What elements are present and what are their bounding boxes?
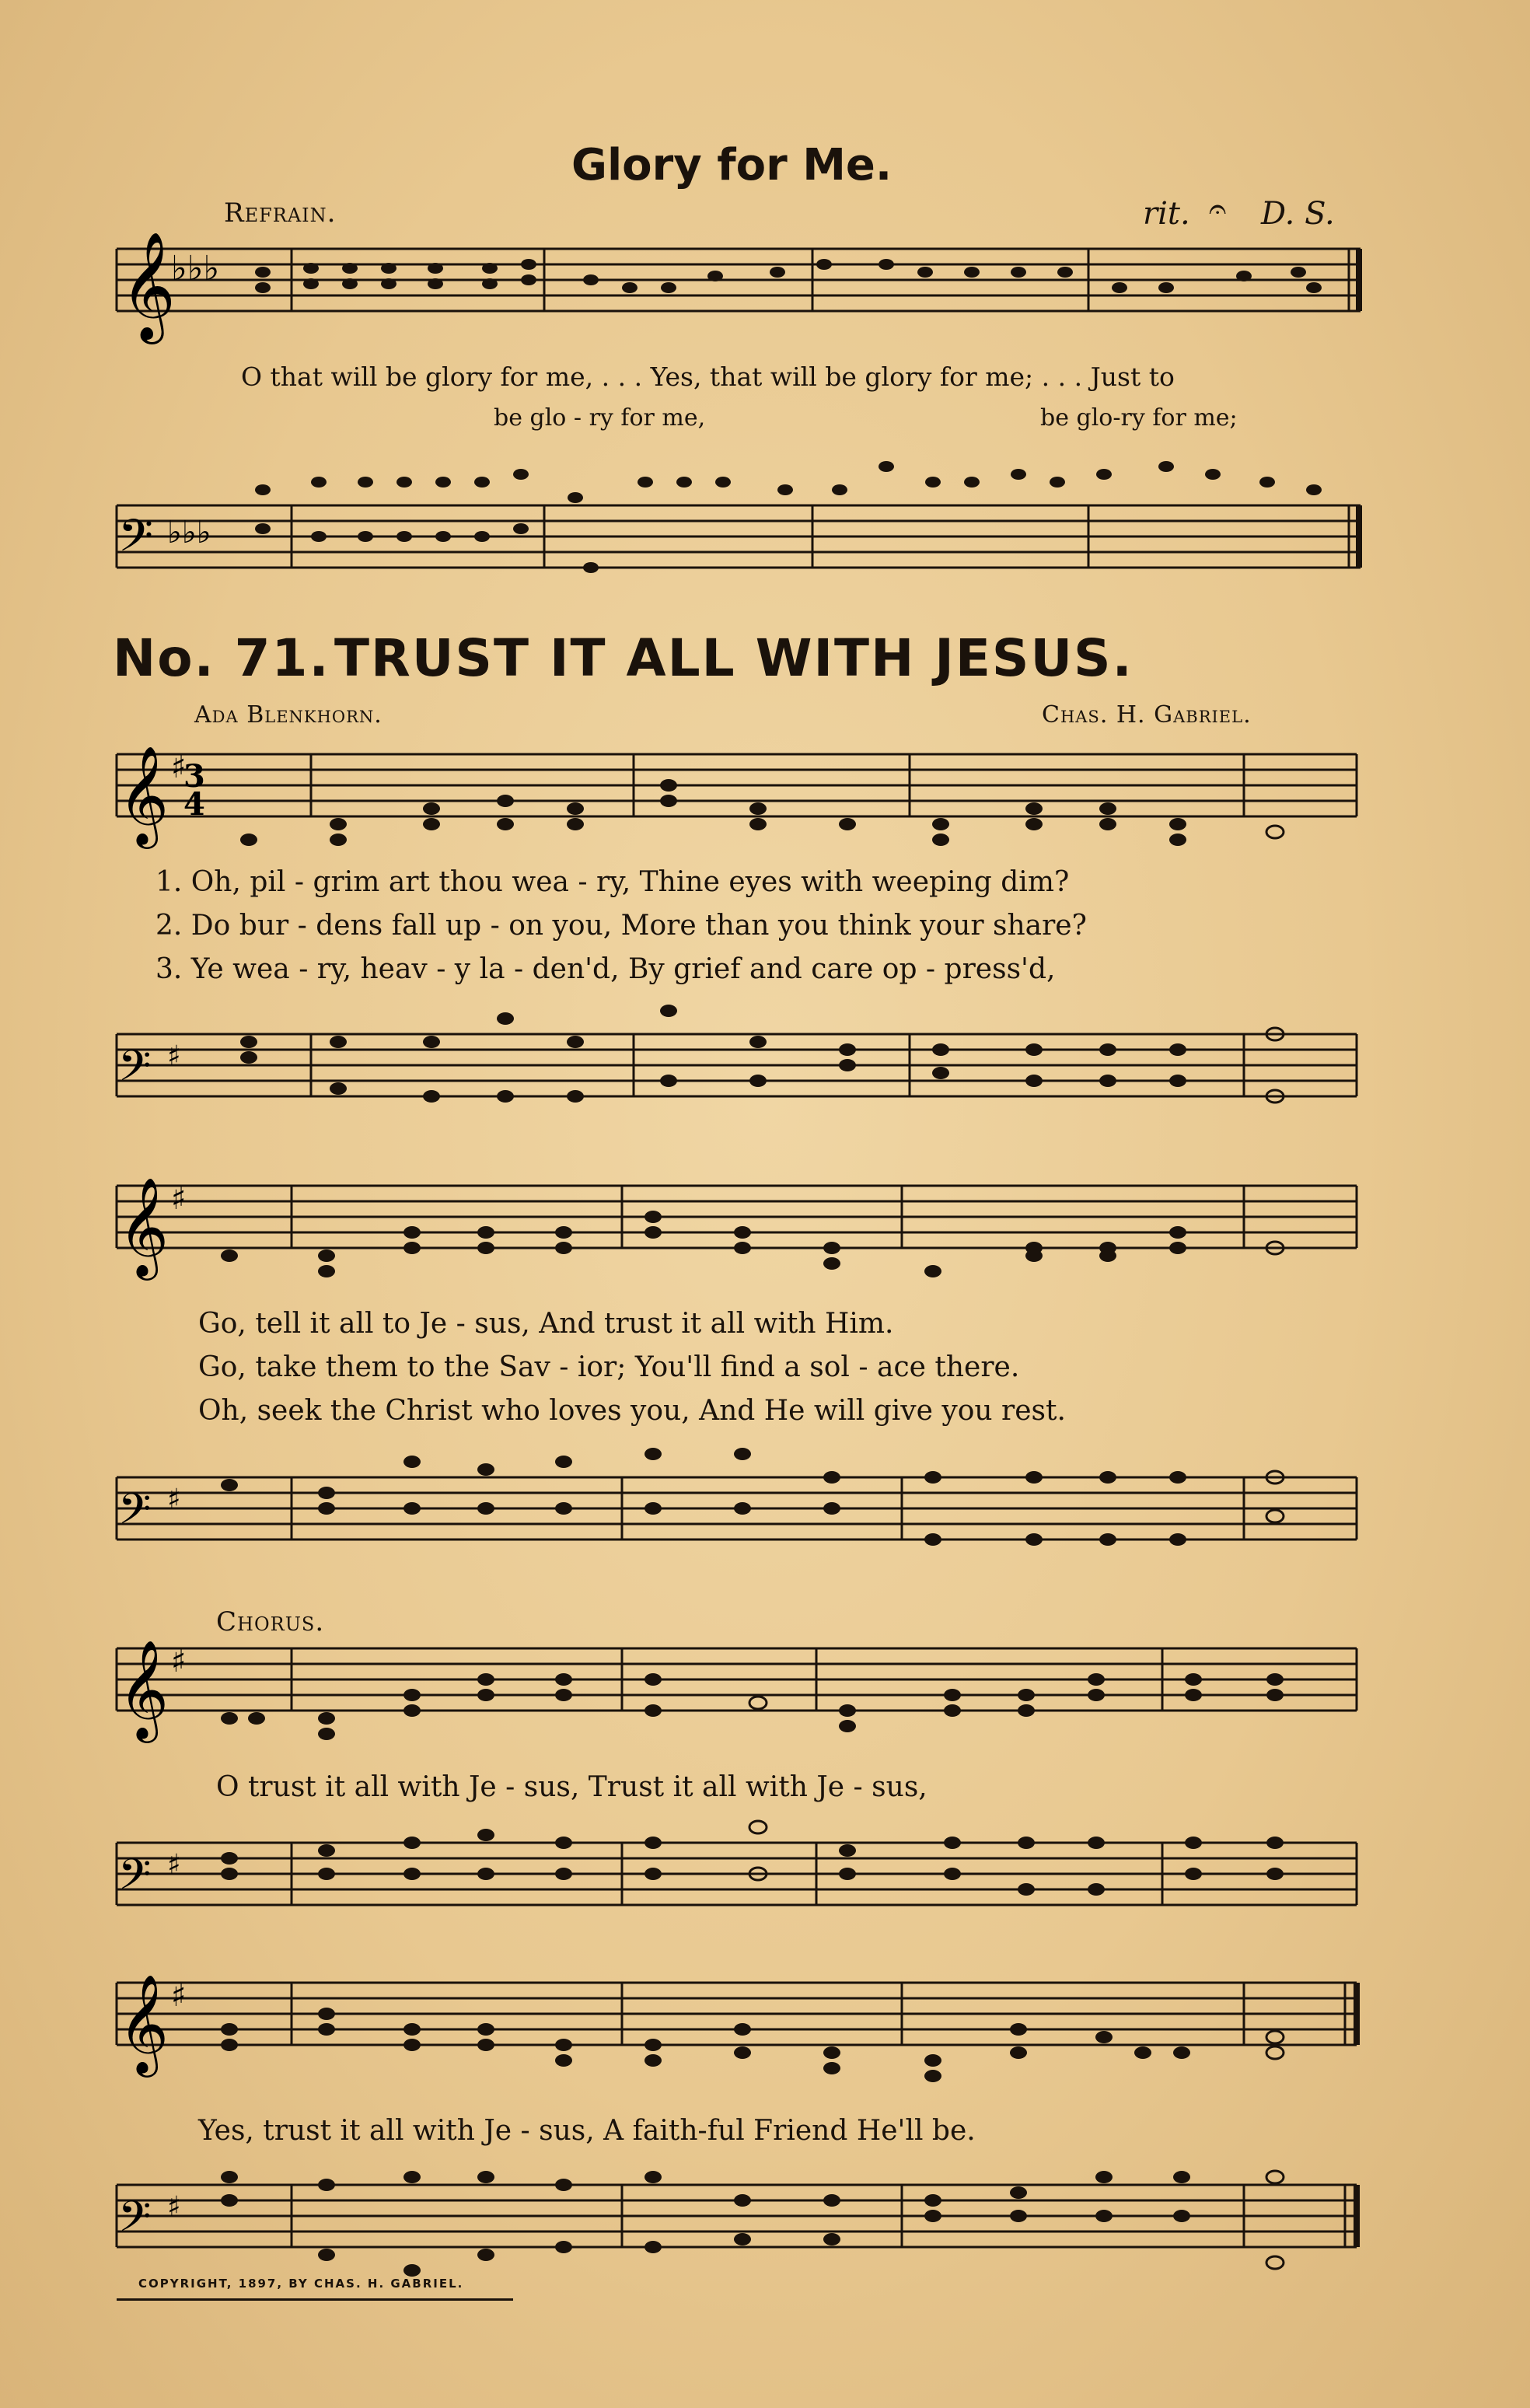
chorus-treble-staff-2 bbox=[0, 1967, 1530, 2099]
system1-treble-staff bbox=[0, 739, 1530, 871]
chorus-line1: O trust it all with Je - sus, Trust it all with Je - sus, bbox=[216, 1771, 927, 1803]
prev-treble-staff bbox=[0, 225, 1530, 381]
system2-bass-staff bbox=[0, 1446, 1530, 1578]
system2-treble-staff bbox=[0, 1170, 1530, 1302]
svg-text:♭♭♭: ♭♭♭ bbox=[167, 515, 211, 550]
chorus-treble-staff-1 bbox=[0, 1633, 1530, 1765]
chorus-line2: Yes, trust it all with Je - sus, A faith-ful Friend He'll be. bbox=[198, 2115, 976, 2147]
bass-clef-icon: 𝄢 bbox=[118, 2192, 152, 2252]
lyricist: Ada Blenkhorn. bbox=[194, 701, 382, 729]
svg-text:♯: ♯ bbox=[167, 2191, 181, 2223]
svg-text:♯: ♯ bbox=[171, 1644, 187, 1679]
bass-clef-icon: 𝄢 bbox=[118, 1850, 152, 1910]
svg-text:♯: ♯ bbox=[171, 750, 187, 785]
svg-text:♯: ♯ bbox=[171, 1181, 187, 1217]
treble-clef-icon: 𝄞 bbox=[118, 1176, 169, 1276]
prev-lyric-alto: be glo - ry for me, bbox=[494, 404, 706, 432]
svg-text:♯: ♯ bbox=[167, 1484, 181, 1515]
chorus-bass-staff-2 bbox=[0, 2154, 1530, 2286]
time-sig-top: 3 bbox=[183, 758, 205, 795]
chorus-label: Chorus. bbox=[216, 1606, 325, 1637]
treble-clef-icon: 𝄞 bbox=[121, 232, 176, 340]
chorus-bass-staff-1 bbox=[0, 1812, 1530, 1944]
prev-bass-staff bbox=[0, 451, 1530, 606]
composer: Chas. H. Gabriel. bbox=[1042, 701, 1252, 729]
verse3-line2: Oh, seek the Christ who loves you, And He will give you rest. bbox=[198, 1395, 1066, 1427]
time-sig-bottom: 4 bbox=[183, 786, 205, 823]
treble-clef-icon: 𝄞 bbox=[118, 1639, 169, 1739]
bass-clef-icon: 𝄢 bbox=[118, 1484, 152, 1544]
verse2-line2: Go, take them to the Sav - ior; You'll find a sol - ace there. bbox=[198, 1351, 1020, 1383]
rit-mark: rit. bbox=[1143, 196, 1190, 232]
svg-text:♯: ♯ bbox=[171, 1978, 187, 2014]
footer-rule bbox=[117, 2298, 513, 2301]
verse2-line1: 2. Do bur - dens fall up - on you, More than you think your share? bbox=[155, 910, 1087, 942]
hymn-title: TRUST IT ALL WITH JESUS. bbox=[334, 628, 1134, 688]
svg-text:♯: ♯ bbox=[167, 1849, 181, 1881]
svg-text:♭♭♭: ♭♭♭ bbox=[171, 249, 220, 288]
verse1-line2: Go, tell it all to Je - sus, And trust it all with Him. bbox=[198, 1308, 894, 1340]
system1-bass-staff bbox=[0, 1003, 1530, 1135]
refrain-label: Refrain. bbox=[224, 197, 337, 229]
prev-hymn-title: Glory for Me. bbox=[571, 140, 892, 190]
treble-clef-icon: 𝄞 bbox=[118, 1973, 169, 2073]
verse1-line1: 1. Oh, pil - grim art thou wea - ry, Thine eyes with weeping dim? bbox=[155, 866, 1070, 898]
svg-text:♯: ♯ bbox=[167, 1040, 181, 1072]
hymn-number: No. 71. bbox=[113, 628, 330, 688]
prev-lyric-main: O that will be glory for me, . . . Yes, that will be glory for me; . . . Just to bbox=[241, 362, 1175, 392]
verse3-line1: 3. Ye wea - ry, heav - y la - den'd, By grief and care op - press'd, bbox=[155, 953, 1056, 985]
prev-lyric-alto-2: be glo-ry for me; bbox=[1040, 404, 1238, 432]
treble-clef-icon: 𝄞 bbox=[118, 745, 169, 844]
ds-mark: D. S. bbox=[1261, 196, 1335, 232]
bass-clef-icon: 𝄢 bbox=[118, 509, 154, 573]
copyright: COPYRIGHT, 1897, BY CHAS. H. GABRIEL. bbox=[138, 2277, 464, 2291]
fermata-icon: 𝄐 bbox=[1209, 191, 1227, 227]
bass-clef-icon: 𝄢 bbox=[118, 1041, 152, 1101]
